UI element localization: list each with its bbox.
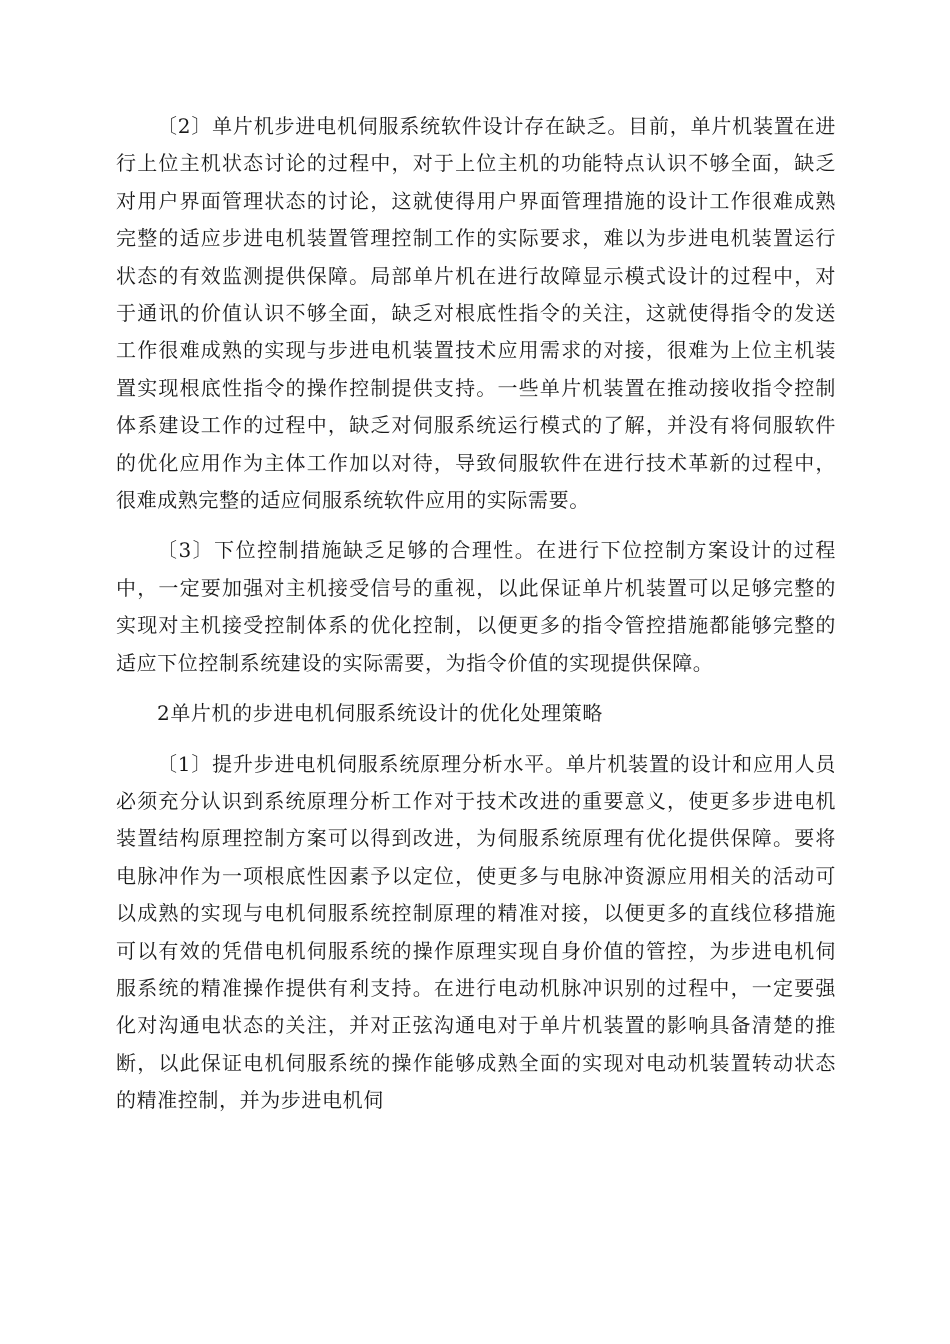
document-page <box>116 108 836 1120</box>
section-heading-optimization-strategy: 2单片机的步进电机伺服系统设计的优化处理策略 <box>157 701 603 726</box>
paragraph-software-design-deficiency: 〔2〕单片机步进电机伺服系统软件设计存在缺乏。目前，单片机装置在进行上位主机状态讨论的过程中，对于上位主机的功能特点认识不够全面，缺乏对用户界面管理状态的讨论，这就使得用户界面管理措施的设计工作很难成熟完整的适应步进电机装置管理控制工作的实际要求，难以为步进电机装置运行状态的有效监测提供保障。局部单片机在进行故障显示模式设计的过程中，对于通讯的价值认识不够全面，缺乏对根底性指令的关注，这就使得指令的发送工作很难成熟的实现与步进电机装置技术应用需求的对接，很难为上位主机装置实现根底性指令的操作控制提供支持。一些单片机装置在推动接收指令控制体系建设工作的过程中，缺乏对伺服系统运行模式的了解，并没有将伺服软件的优化应用作为主体工作加以对待，导致伺服软件在进行技术革新的过程中，很难成熟完整的适应伺服系统软件应用的实际需要。 <box>116 114 836 513</box>
paragraph-principle-analysis: 〔1〕提升步进电机伺服系统原理分析水平。单片机装置的设计和应用人员必须充分认识到系统原理分析工作对于技术改进的重要意义，使更多步进电机装置结构原理控制方案可以得到改进，为伺服系统原理有优化提供保障。要将电脉冲作为一项根底性因素予以定位，使更多与电脉冲资源应用相关的活动可以成熟的实现与电机伺服系统控制原理的精准对接，以便更多的直线位移措施可以有效的凭借电机伺服系统的操作原理实现自身价值的管控，为步进电机伺服系统的精准操作提供有利支持。在进行电动机脉冲识别的过程中，一定要强化对沟通电状态的关注，并对正弦沟通电对于单片机装置的影响具备清楚的推断，以此保证电机伺服系统的操作能够成熟全面的实现对电动机装置转动状态的精准控制，并为步进电机伺 <box>116 751 836 1113</box>
paragraph-lower-control-measures: 〔3〕下位控制措施缺乏足够的合理性。在进行下位控制方案设计的过程中，一定要加强对主机接受信号的重视，以此保证单片机装置可以足够完整的实现对主机接受控制体系的优化控制，以便更多的指令管控措施都能够完整的适应下位控制系统建设的实际需要，为指令价值的实现提供保障。 <box>116 538 836 675</box>
